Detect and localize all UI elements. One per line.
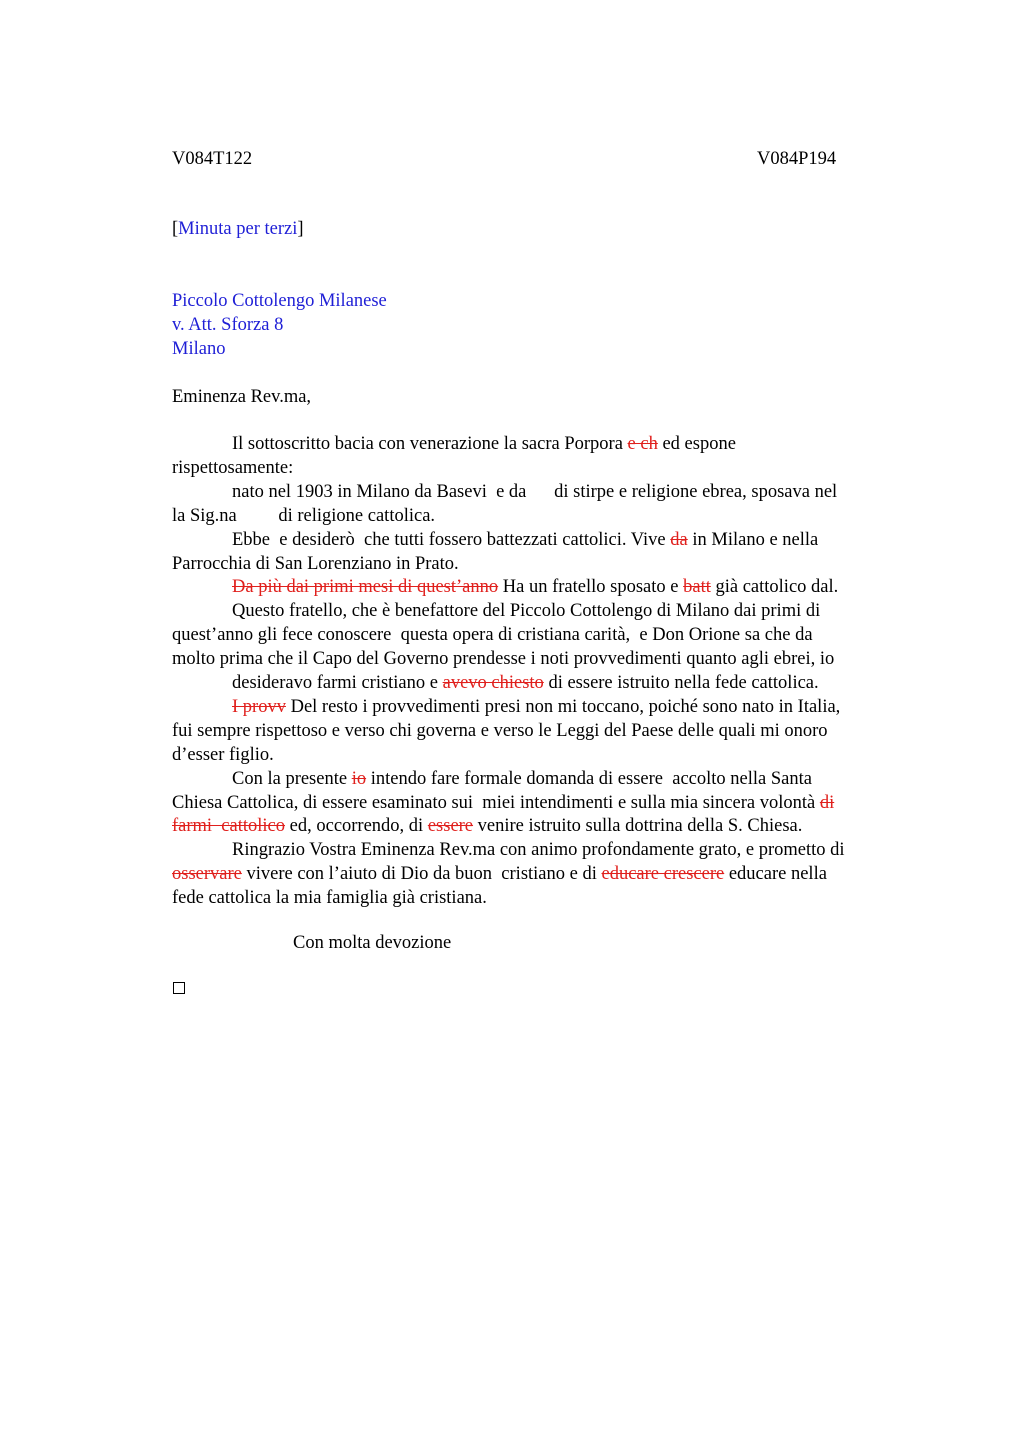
body-line (172, 504, 435, 528)
body-line (232, 599, 820, 623)
deleted-text: e ch (627, 434, 658, 454)
body-line (232, 528, 818, 552)
body-line (232, 480, 837, 504)
body-text: Ebbe e desiderò che tutti fossero battezzati cattolici. Vive (232, 529, 671, 550)
body-text: ed espone (657, 434, 736, 454)
body-line (172, 791, 834, 815)
body-line (232, 838, 845, 862)
deleted-text: da (670, 529, 688, 550)
body-text: Ha un fratello sposato e (498, 577, 684, 598)
body-line (172, 552, 459, 576)
body-text: rispettosamente: (172, 457, 294, 478)
draft-heading (172, 217, 304, 241)
body-line (172, 886, 487, 910)
body-line (172, 456, 293, 480)
body-text: Con la presente (232, 768, 352, 789)
document-code-left: V084T122 (172, 149, 253, 169)
deleted-text: io (351, 768, 367, 789)
deleted-text: avevo chiesto (442, 673, 544, 693)
body-text: Del resto i provvedimenti presi non mi toccano, poiché sono nato in Italia, (285, 696, 841, 717)
deleted-text: osservare (172, 864, 242, 885)
body-line (172, 814, 802, 838)
body-text: fui sempre rispettoso e verso chi governa e verso le Leggi del Paese delle quali mi onoro (172, 720, 828, 741)
body-text: intendo fare formale domanda di essere accolto nella Santa (366, 768, 812, 789)
closing-line: Con molta devozione (293, 933, 452, 953)
heading-close-bracket: ] (297, 219, 304, 239)
body-line (172, 623, 813, 647)
body-text: molto prima che il Capo del Governo prendesse i noti provvedimenti quanto agli ebrei, io (172, 649, 835, 670)
heading-open-bracket: [ (172, 219, 179, 239)
deleted-text: educare crescere (601, 864, 725, 885)
deleted-text: Da più dai primi mesi di quest’anno (232, 577, 499, 598)
checkbox-square-icon (173, 982, 185, 994)
deleted-text: di (819, 792, 835, 813)
deleted-text: batt (683, 577, 711, 598)
body-line (172, 743, 274, 767)
body-text: desideravo farmi cristiano e (232, 673, 443, 693)
body-text: venire istruito sulla dottrina della S. Chiesa. (473, 816, 803, 837)
address-line-1: Piccolo Cottolengo Milanese (172, 291, 387, 311)
body-text: nato nel 1903 in Milano da Basevi e da di stirpe e religione ebrea, sposava nel (232, 481, 838, 502)
body-text: Ringrazio Vostra Eminenza Rev.ma con animo profondamente grato, e prometto di (232, 840, 845, 861)
body-text: già cattolico dal. (710, 577, 839, 598)
body-text: Chiesa Cattolica, di essere esaminato sui miei intendimenti e sulla mia sincera volontà (172, 792, 820, 813)
heading-text: Minuta per terzi (178, 219, 298, 239)
body-line (232, 575, 838, 599)
body-text: ed, occorrendo, di (285, 816, 428, 837)
body-text: quest’anno gli fece conoscere questa opera di cristiana carità, e Don Orione sa che da (172, 625, 813, 646)
document-code-right: V084P194 (757, 149, 837, 169)
body-text: educare nella (724, 864, 827, 885)
body-text: Il sottoscritto bacia con venerazione la sacra Porpora (232, 434, 628, 454)
body-line (232, 695, 840, 719)
body-text: Questo fratello, che è benefattore del Piccolo Cottolengo di Milano dai primi di (232, 601, 821, 622)
deleted-text: essere (427, 816, 474, 837)
body-text: d’esser figlio. (172, 744, 274, 765)
address-line-2: v. Att. Sforza 8 (172, 315, 284, 335)
body-line (232, 671, 819, 695)
body-line (232, 767, 812, 791)
body-text: Parrocchia di San Lorenziano in Prato. (172, 553, 459, 574)
deleted-text: I provv (232, 696, 286, 717)
body-text: di essere istruito nella fede cattolica. (543, 673, 819, 693)
salutation: Eminenza Rev.ma, (172, 387, 312, 407)
body-line (172, 862, 827, 886)
deleted-text: farmi cattolico (172, 816, 286, 837)
body-text: in Milano e nella (687, 529, 819, 550)
body-text: fede cattolica la mia famiglia già cristiana. (172, 888, 487, 909)
body-line (172, 647, 834, 671)
address-line-3: Milano (172, 339, 226, 359)
body-line (232, 432, 736, 456)
body-line (172, 719, 828, 743)
body-text: vivere con l’aiuto di Dio da buon cristiano e di (241, 864, 602, 885)
body-text: la Sig.na di religione cattolica. (172, 505, 436, 526)
